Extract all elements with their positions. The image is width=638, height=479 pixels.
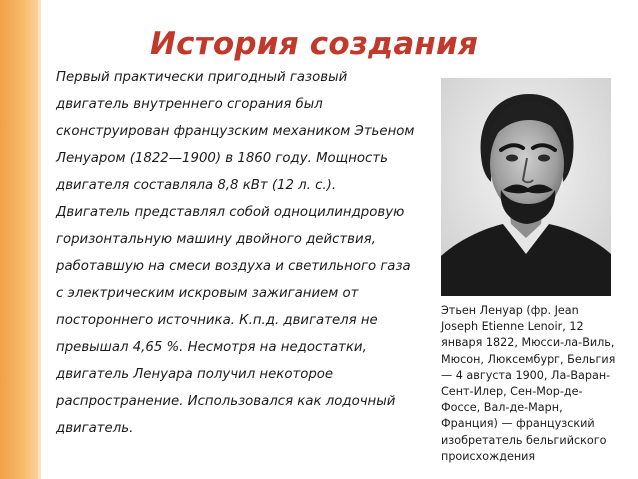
body-line: превышал 4,65 %. Несмотря на недостатки, bbox=[56, 340, 367, 355]
slide-title: История создания bbox=[150, 26, 479, 62]
caption-line: — 4 августа 1900, Ла-Варан- bbox=[441, 368, 611, 382]
caption-line: происхождения bbox=[441, 449, 536, 463]
caption-line: января 1822, Мюсси-ла-Виль, bbox=[441, 336, 615, 350]
body-line: Первый практически пригодный газовый bbox=[56, 70, 348, 85]
caption-line: изобретатель бельгийского bbox=[441, 433, 607, 447]
body-line: двигатель внутреннего сгорания был bbox=[56, 97, 323, 112]
caption-line: Мюсон, Люксембург, Бельгия bbox=[441, 352, 616, 366]
body-line: постороннего источника. К.п.д. двигателя не bbox=[56, 313, 378, 328]
body-line: с электрическим искровым зажиганием от bbox=[56, 286, 359, 301]
body-line: Ленуаром (1822—1900) в 1860 году. Мощность bbox=[56, 151, 388, 166]
body-text bbox=[56, 64, 426, 442]
body-line: сконструирован французским механиком Этьеном bbox=[56, 124, 415, 139]
portrait-caption bbox=[441, 303, 621, 465]
body-line: работавшую на смеси воздуха и светильного газа bbox=[56, 259, 411, 274]
caption-line: Франция) — французский bbox=[441, 417, 595, 431]
body-line: горизонтальную машину двойного действия, bbox=[56, 232, 376, 247]
body-line: распространение. Использовался как лодочный bbox=[56, 394, 396, 409]
caption-line: Сент-Илер, Сен-Мор-де- bbox=[441, 384, 583, 398]
body-line: Двигатель представлял собой одноцилиндровую bbox=[56, 205, 405, 220]
body-line: двигатель. bbox=[56, 421, 134, 436]
caption-line: Фоссе, Вал-де-Марн, bbox=[441, 401, 563, 415]
body-line: двигателя составляла 8,8 кВт (12 л. с.). bbox=[56, 178, 337, 193]
portrait-illustration bbox=[441, 78, 611, 296]
body-line: двигатель Ленуара получил некоторое bbox=[56, 367, 334, 382]
portrait-photo bbox=[441, 78, 611, 296]
caption-line: Этьен Ленуар (фр. Jean bbox=[441, 304, 579, 317]
caption-line: Joseph Etienne Lenoir, 12 bbox=[441, 320, 584, 334]
accent-band bbox=[0, 0, 38, 479]
accent-band-edge bbox=[38, 0, 41, 479]
